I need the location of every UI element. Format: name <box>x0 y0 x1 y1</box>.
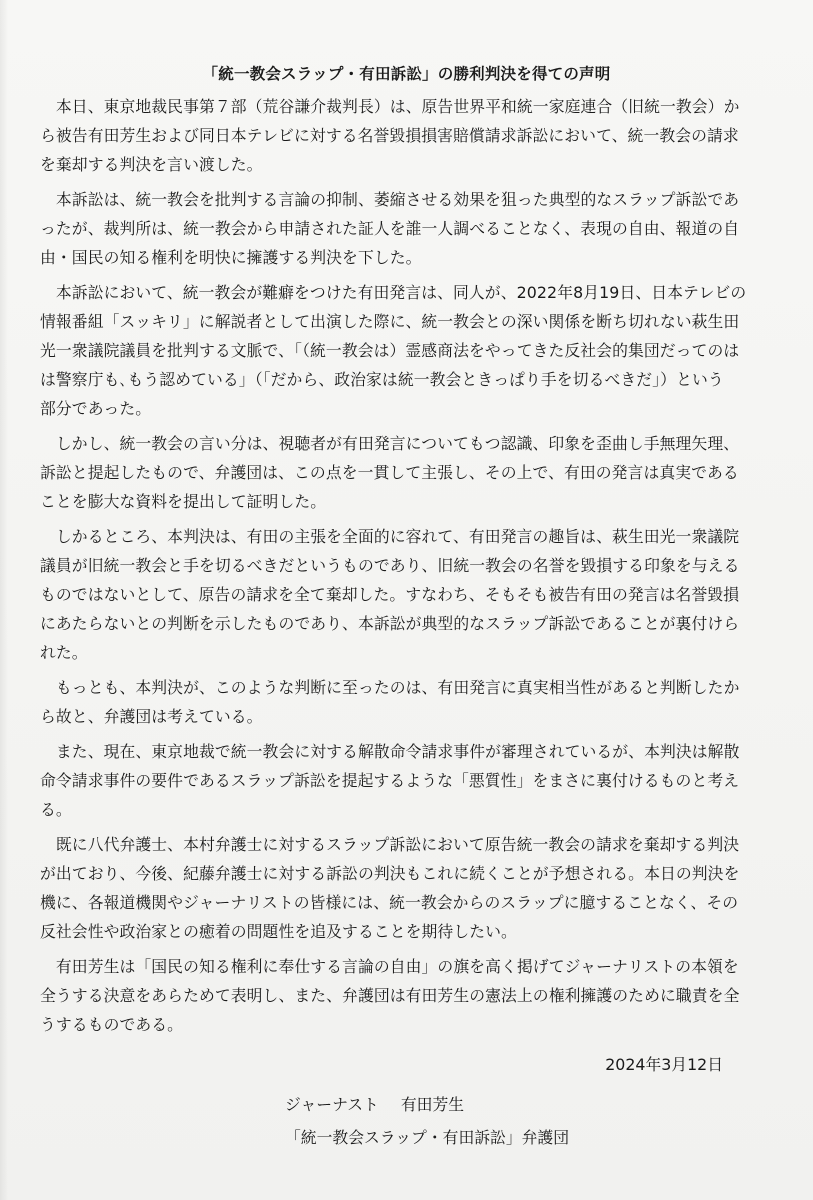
paragraph-line: 有田芳生は「国民の知る権利に奉仕する言論の自由」の旗を高く掲げてジャーナリストの本領を <box>40 957 739 976</box>
paragraph-line: うするものである。 <box>40 1015 184 1034</box>
paragraph-line: る。 <box>40 800 72 819</box>
paragraph-line: 機に、各報道機関やジャーナリストの皆様には、統一教会からのスラップに臆することなく、その <box>40 893 739 912</box>
paragraph-line: 由・国民の知る権利を明快に擁護する判決を下した。 <box>40 248 422 267</box>
paragraph-line: 反社会性や政治家との癒着の問題性を追及することを期待したい。 <box>40 922 517 941</box>
statement-paragraph <box>40 185 790 272</box>
legal-team-name: 「統一教会スラップ・有田訴訟」弁護団 <box>285 1128 570 1147</box>
statement-paragraph <box>40 673 790 731</box>
paragraph-line: また、現在、東京地裁で統一教会に対する解散命令請求事件が審理されているが、本判決は解散 <box>40 742 740 761</box>
paragraph-line: 訴訟と提起したもので、弁護団は、この点を一貫して主張し、その上で、有田の発言は真実である <box>40 463 739 482</box>
paragraph-line: ものではないとして、原告の請求を全て棄却した。すなわち、そもそも被告有田の発言は名誉毀損 <box>40 585 740 604</box>
paragraph-line: 本訴訟において、統一教会が難癖をつけた有田発言は、同人が、2022年8月19日、日本テレビの <box>40 283 747 302</box>
statement-paragraph <box>40 278 790 423</box>
paragraph-line: にあたらないとの判断を示したものであり、本訴訟が典型的なスラップ訴訟であることが裏付けら <box>40 614 740 633</box>
paragraph-line: 情報番組「スッキリ」に解説者として出演した際に、統一教会との深い関係を断ち切れない萩生田 <box>40 312 740 331</box>
signer-line <box>285 1092 464 1115</box>
paragraph-line: 本日、東京地裁民事第７部（荒谷謙介裁判長）は、原告世界平和統一家庭連合（旧統一教会）か <box>40 97 740 116</box>
signer-role: ジャーナスト <box>285 1095 379 1114</box>
statement-paragraph <box>40 737 790 824</box>
statement-title: 「統一教会スラップ・有田訴訟」の勝利判決を得ての声明 <box>202 65 611 83</box>
signer-name: 有田芳生 <box>400 1095 465 1114</box>
paragraph-line: ら被告有田芳生および同日本テレビに対する名誉毀損損害賠償請求訴訟において、統一教会の請求 <box>40 126 739 145</box>
paragraph-line: を棄却する判決を言い渡した。 <box>40 155 263 174</box>
paragraph-line: ことを膨大な資料を提出して証明した。 <box>40 492 327 511</box>
paragraph-line: 部分であった。 <box>40 399 152 418</box>
statement-paragraph <box>40 522 790 667</box>
page-edge-shadow <box>0 0 8 1200</box>
paragraph-line: 光一衆議院議員を批判する文脈で、「（統一教会は）霊感商法をやってきた反社会的集団だってのは <box>40 341 740 360</box>
paragraph-line: 全うする決意をあらためて表明し、また、弁護団は有田芳生の憲法上の権利擁護のために職責を全 <box>40 986 740 1005</box>
paragraph-line: 命令請求事件の要件であるスラップ訴訟を提起するような「悪質性」をまさに裏付けるものと考え <box>40 771 740 790</box>
paragraph-line: ら故と、弁護団は考えている。 <box>40 707 263 726</box>
statement-date: 2024年3月12日 <box>605 1055 723 1074</box>
paragraph-line: しかし、統一教会の言い分は、視聴者が有田発言についてもつ認識、印象を歪曲し手無理矢理、 <box>40 434 740 453</box>
statement-body <box>40 92 790 1039</box>
statement-paragraph <box>40 429 790 516</box>
statement-paragraph <box>40 830 790 946</box>
paragraph-line: が出ており、今後、紀藤弁護士に対する訴訟の判決もこれに続くことが予想される。本日の判決を <box>40 864 740 883</box>
paragraph-line: れた。 <box>40 643 88 662</box>
paragraph-line: ったが、裁判所は、統一教会から申請された証人を誰一人調べることなく、表現の自由、報道の自 <box>40 219 740 238</box>
paragraph-line: 議員が旧統一教会と手を切るべきだというものであり、旧統一教会の名誉を毀損する印象を与える <box>40 556 740 575</box>
paragraph-line: 既に八代弁護士、本村弁護士に対するスラップ訴訟において原告統一教会の請求を棄却する判決 <box>40 835 740 854</box>
paragraph-line: しかるところ、本判決は、有田の主張を全面的に容れて、有田発言の趣旨は、萩生田光一衆議院 <box>40 527 740 546</box>
statement-paragraph <box>40 952 790 1039</box>
paragraph-line: もっとも、本判決が、このような判断に至ったのは、有田発言に真実相当性があると判断したか <box>40 678 740 697</box>
paragraph-line: 本訴訟は、統一教会を批判する言論の抑制、萎縮させる効果を狙った典型的なスラップ訴訟であ <box>40 190 740 209</box>
paragraph-line: は警察庁も､もう認めている」（「だから、政治家は統一教会ときっぱり手を切るべきだ」）という <box>40 370 724 389</box>
statement-paragraph <box>40 92 790 179</box>
